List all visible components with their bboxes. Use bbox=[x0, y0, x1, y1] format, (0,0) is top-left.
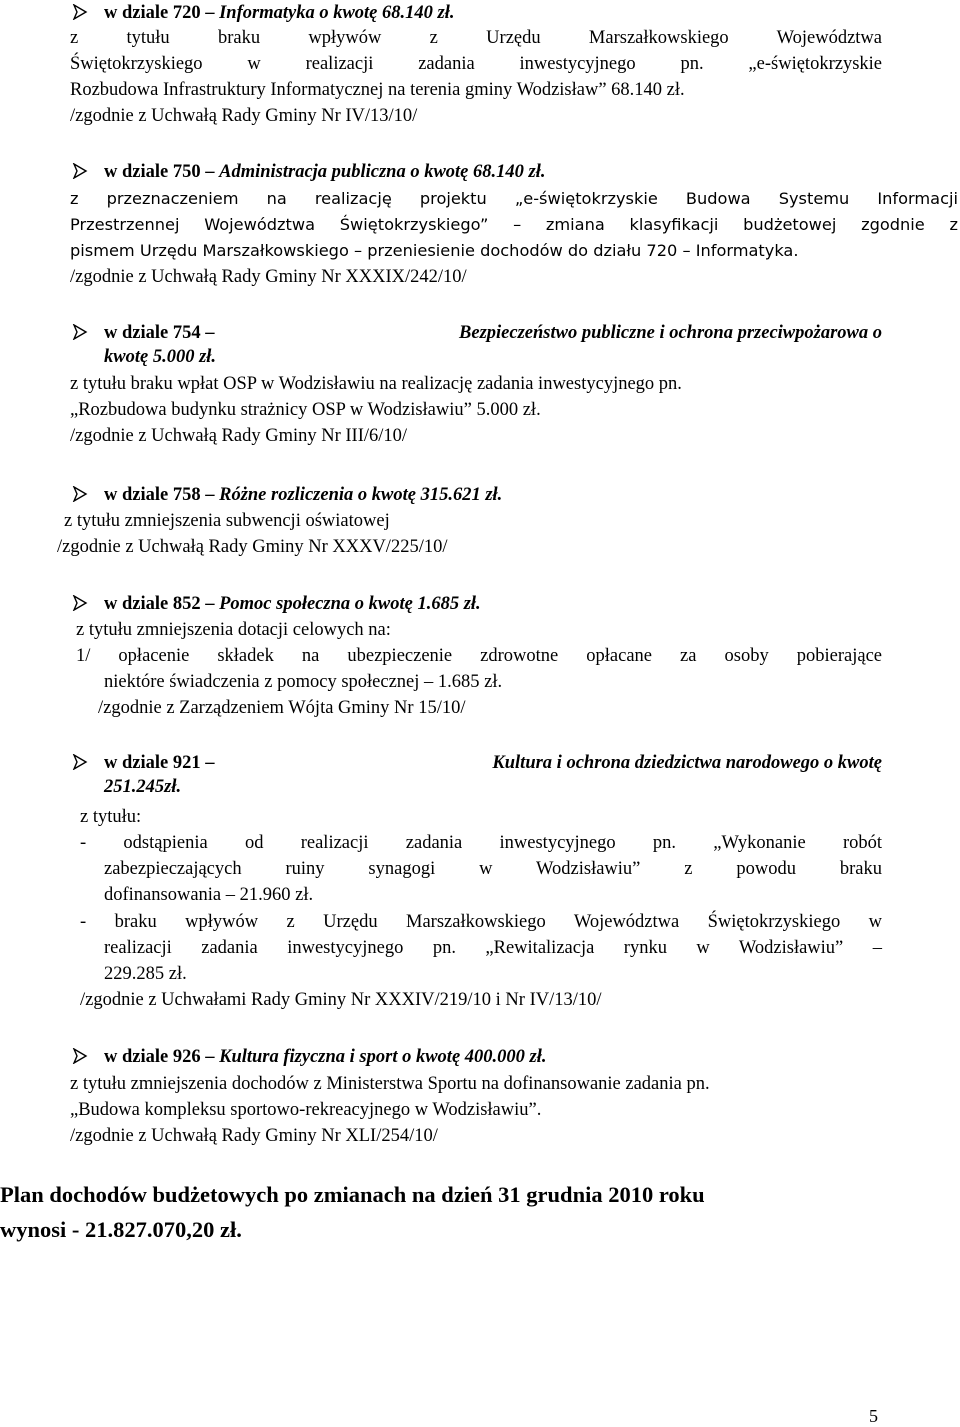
resolution-reference: /zgodnie z Uchwałą Rady Gminy Nr IV/13/10/ bbox=[70, 106, 418, 126]
list-item-continuation: realizacji zadania inwestycyjnego pn. „Rewitalizacja rynku w Wodzisławiu” – bbox=[104, 938, 882, 958]
section-title: Kultura i ochrona dziedzictwa narodowego o kwotę bbox=[492, 753, 882, 773]
section-title: Pomoc społeczna o kwotę 1.685 zł. bbox=[219, 594, 481, 614]
body-line: „Budowa kompleksu sportowo-rekreacyjnego w Wodzisławiu”. bbox=[70, 1100, 542, 1120]
list-item: - odstąpienia od realizacji zadania inwestycyjnego pn. „Wykonanie robót bbox=[80, 833, 882, 853]
section-750-heading: w dziale 750 – Administracja publiczna o kwotę 68.140 zł. bbox=[104, 160, 545, 184]
arrow-bullet-icon bbox=[72, 4, 88, 20]
section-title: Informatyka o kwotę 68.140 zł. bbox=[219, 3, 455, 23]
section-720-heading: w dziale 720 – Informatyka o kwotę 68.140 zł. bbox=[104, 1, 454, 25]
section-852-heading bbox=[104, 592, 481, 616]
body-line: z przeznaczeniem na realizację projektu „e-świętokrzyskie Budowa Systemu Informacji bbox=[70, 189, 958, 208]
section-title-amount: kwotę 5.000 zł. bbox=[104, 347, 217, 367]
list-item-continuation: 229.285 zł. bbox=[104, 964, 187, 984]
arrow-bullet-icon bbox=[72, 324, 88, 340]
section-title-amount: 251.245zł. bbox=[104, 777, 182, 797]
section-title: Kultura fizyczna i sport o kwotę 400.000 zł. bbox=[219, 1047, 547, 1067]
body-line: „Rozbudowa budynku strażnicy OSP w Wodzisławiu” 5.000 zł. bbox=[70, 400, 541, 420]
section-prefix: w dziale 720 bbox=[104, 3, 201, 23]
body-line: z tytułu zmniejszenia dotacji celowych na: bbox=[76, 620, 391, 640]
body-line: z tytułu zmniejszenia subwencji oświatowej bbox=[64, 511, 390, 531]
body-line: z tytułu: bbox=[80, 807, 142, 827]
list-item: - braku wpływów z Urzędu Marszałkowskiego Województwa Świętokrzyskiego w bbox=[80, 912, 882, 932]
arrow-bullet-icon bbox=[72, 1048, 88, 1064]
body-line: pismem Urzędu Marszałkowskiego – przeniesienie dochodów do działu 720 – Informatyka. bbox=[70, 241, 799, 260]
body-line: Przestrzennej Województwa Świętokrzyskiego” – zmiana klasyfikacji budżetowej zgodnie z bbox=[70, 215, 958, 234]
body-line: Świętokrzyskiego w realizacji zadania inwestycyjnego pn. „e-świętokrzyskie bbox=[70, 54, 882, 74]
body-line: 1/ opłacenie składek na ubezpieczenie zdrowotne opłacane za osoby pobierające bbox=[76, 646, 882, 666]
section-title: Administracja publiczna o kwotę 68.140 zł. bbox=[219, 162, 546, 182]
arrow-bullet-icon bbox=[72, 595, 88, 611]
section-926-heading bbox=[104, 1045, 547, 1069]
summary-line: Plan dochodów budżetowych po zmianach na dzień 31 grudnia 2010 roku bbox=[0, 1182, 705, 1207]
resolution-reference: /zgodnie z Uchwałą Rady Gminy Nr III/6/10/ bbox=[70, 426, 408, 446]
section-prefix: w dziale 921 – bbox=[104, 753, 215, 773]
resolution-reference: /zgodnie z Zarządzeniem Wójta Gminy Nr 15/10/ bbox=[98, 698, 466, 718]
body-line: niektóre świadczenia z pomocy społecznej – 1.685 zł. bbox=[104, 672, 503, 692]
section-921-heading bbox=[104, 751, 882, 799]
summary-total: wynosi - 21.827.070,20 zł. bbox=[0, 1217, 242, 1242]
arrow-bullet-icon bbox=[72, 486, 88, 502]
list-item-continuation: dofinansowania – 21.960 zł. bbox=[104, 885, 314, 905]
body-line: z tytułu braku wpłat OSP w Wodzisławiu na realizację zadania inwestycyjnego pn. bbox=[70, 374, 682, 394]
list-item-continuation: zabezpieczających ruiny synagogi w Wodzisławiu” z powodu braku bbox=[104, 859, 882, 879]
body-line: z tytułu zmniejszenia dochodów z Ministerstwa Sportu na dofinansowanie zadania pn. bbox=[70, 1074, 710, 1094]
resolution-reference: /zgodnie z Uchwałą Rady Gminy Nr XXXIX/242/10/ bbox=[70, 267, 467, 287]
section-758-heading bbox=[104, 483, 502, 507]
section-prefix: w dziale 750 bbox=[104, 162, 201, 182]
body-line: Rozbudowa Infrastruktury Informatycznej na terenia gminy Wodzisław” 68.140 zł. bbox=[70, 80, 685, 100]
resolution-reference: /zgodnie z Uchwałami Rady Gminy Nr XXXIV/219/10 i Nr IV/13/10/ bbox=[80, 990, 602, 1010]
section-prefix: w dziale 754 – bbox=[104, 323, 215, 343]
resolution-reference: /zgodnie z Uchwałą Rady Gminy Nr XLI/254/10/ bbox=[70, 1126, 438, 1146]
section-754-heading bbox=[104, 321, 882, 369]
arrow-bullet-icon bbox=[72, 163, 88, 179]
page-number: 5 bbox=[869, 1406, 878, 1426]
arrow-bullet-icon bbox=[72, 754, 88, 770]
section-title: Różne rozliczenia o kwotę 315.621 zł. bbox=[219, 485, 503, 505]
body-line: z tytułu braku wpływów z Urzędu Marszałkowskiego Województwa bbox=[70, 28, 882, 48]
section-title: Bezpieczeństwo publiczne i ochrona przeciwpożarowa o bbox=[459, 323, 882, 343]
resolution-reference: /zgodnie z Uchwałą Rady Gminy Nr XXXV/225/10/ bbox=[57, 537, 448, 557]
section-prefix: w dziale 852 – bbox=[104, 594, 215, 614]
section-prefix: w dziale 926 – bbox=[104, 1047, 215, 1067]
section-prefix: w dziale 758 – bbox=[104, 485, 215, 505]
